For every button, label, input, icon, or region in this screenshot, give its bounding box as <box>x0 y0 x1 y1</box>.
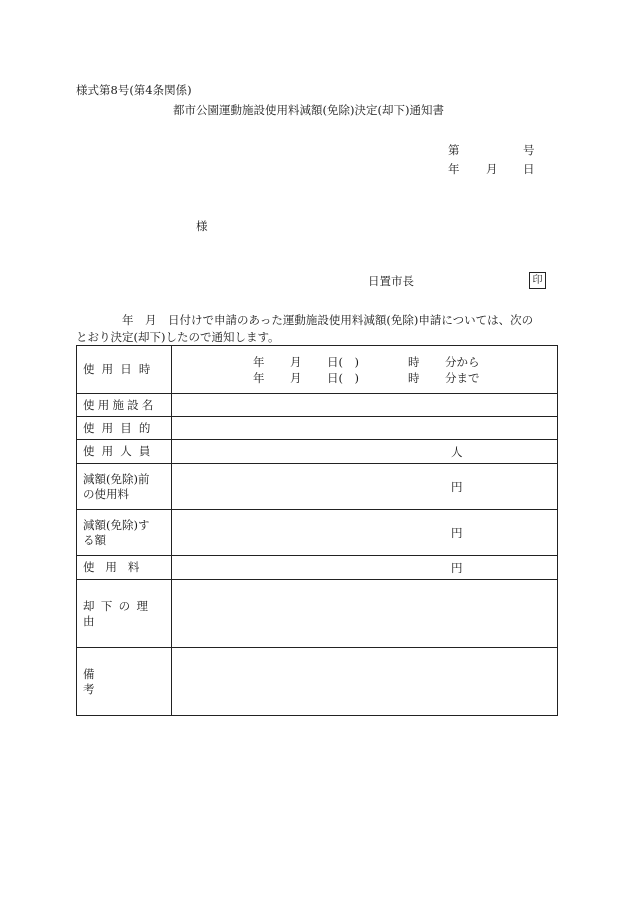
label-people: 使用人員 <box>77 440 172 464</box>
row-purpose <box>77 417 558 440</box>
value-people: 人 <box>172 440 558 464</box>
label-remarks: 備考 <box>77 648 172 716</box>
value-fee: 円 <box>172 556 558 580</box>
label-datetime: 使用日時 <box>77 346 172 394</box>
seal-stamp: 印 <box>529 272 546 289</box>
label-fee: 使用料 <box>77 556 172 580</box>
row-fee <box>77 556 558 580</box>
addressee-suffix: 様 <box>196 219 208 233</box>
row-people <box>77 440 558 464</box>
row-facility <box>77 394 558 417</box>
value-datetime: 年 月 日( ) 時 分から 年 月 日( ) 時 分まで <box>172 346 558 394</box>
reference-dai: 第 <box>448 143 460 157</box>
value-fee-before: 円 <box>172 464 558 510</box>
value-purpose <box>172 417 558 440</box>
value-reject-reason <box>172 580 558 648</box>
label-reduction: 減額(免除)す る額 <box>77 510 172 556</box>
form-table <box>76 345 558 716</box>
label-fee-before: 減額(免除)前 の使用料 <box>77 464 172 510</box>
value-facility <box>172 394 558 417</box>
document-title: 都市公園運動施設使用料減額(免除)決定(却下)通知書 <box>173 103 444 117</box>
row-reject-reason <box>77 580 558 648</box>
date-year: 年 <box>448 162 460 176</box>
value-remarks <box>172 648 558 716</box>
date-day: 日 <box>523 162 535 176</box>
issuer-name: 日置市長 <box>368 274 414 288</box>
value-reduction: 円 <box>172 510 558 556</box>
row-remarks <box>77 648 558 716</box>
label-reject-reason: 却下の理由 <box>77 580 172 648</box>
body-text-line2: とおり決定(却下)したので通知します。 <box>76 330 280 344</box>
row-datetime <box>77 346 558 394</box>
body-text-line1: 年 月 日付けで申請のあった運動施設使用料減額(免除)申請については、次の <box>122 313 534 327</box>
date-month: 月 <box>486 162 498 176</box>
label-purpose: 使用目的 <box>77 417 172 440</box>
form-number: 様式第8号(第4条関係) <box>76 83 192 97</box>
row-fee-before <box>77 464 558 510</box>
reference-go: 号 <box>523 143 535 157</box>
row-reduction <box>77 510 558 556</box>
label-facility: 使用施設名 <box>77 394 172 417</box>
